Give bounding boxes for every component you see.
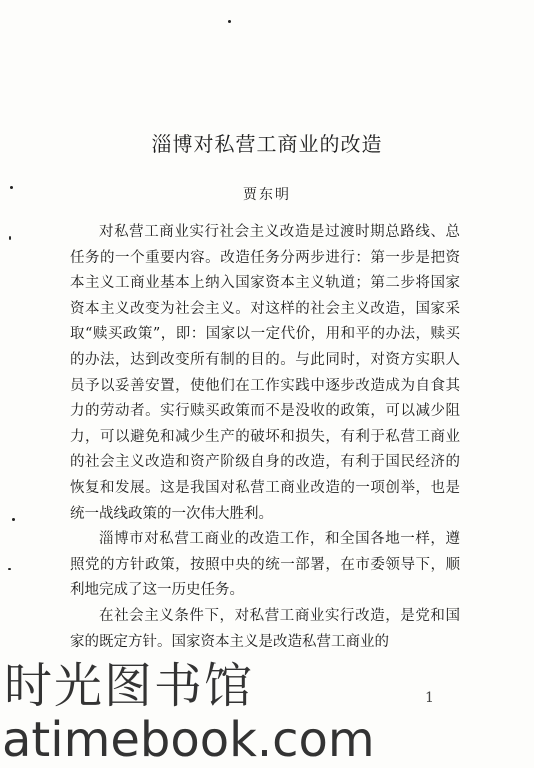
scan-speck [9, 236, 11, 240]
page-number: 1 [425, 690, 434, 706]
body-paragraph: 淄博市对私营工商业的改造工作，和全国各地一样，遵照党的方针政策，按照中央的统一部署，在市委领导下，顺利地完成了这一历史任务。 [70, 531, 460, 599]
scan-speck [228, 20, 231, 23]
article-body [70, 220, 460, 655]
watermark-chinese: 时光图书馆 [4, 658, 255, 714]
scan-speck [12, 518, 15, 521]
article-author: 贾东明 [243, 187, 291, 203]
body-paragraph: 对私营工商业实行社会主义改造是过渡时期总路线、总任务的一个重要内容。改造任务分两步进行：第一步是把资本主义工商业基本上纳入国家资本主义轨道；第二步将国家资本主义改变为社会主义。对这样的社会主义改造，国家采取“赎买政策”，即：国家以一定代价，用和平的办法，赎买的办法，达到改变所有制的目的。与此同时，对资方实职人员予以妥善安置，使他们在工作实践中逐步改造成为自食其力的劳动者。实行赎买政策而不是没收的政策，可以减少阻力，可以避免和减少生产的破坏和损失，有利于私营工商业的社会主义改造和资产阶级自身的改造，有利于国民经济的恢复和发展。这是我国对私营工商业改造的一项创举，也是统一战线政策的一次伟大胜利。 [70, 224, 460, 522]
body-paragraph: 在社会主义条件下，对私营工商业实行改造，是党和国家的既定方针。国家资本主义是改造私营工商业的 [70, 607, 460, 650]
article-title: 淄博对私营工商业的改造 [151, 132, 383, 156]
watermark-url: atimebook.com [2, 712, 375, 768]
scan-speck [8, 568, 11, 570]
